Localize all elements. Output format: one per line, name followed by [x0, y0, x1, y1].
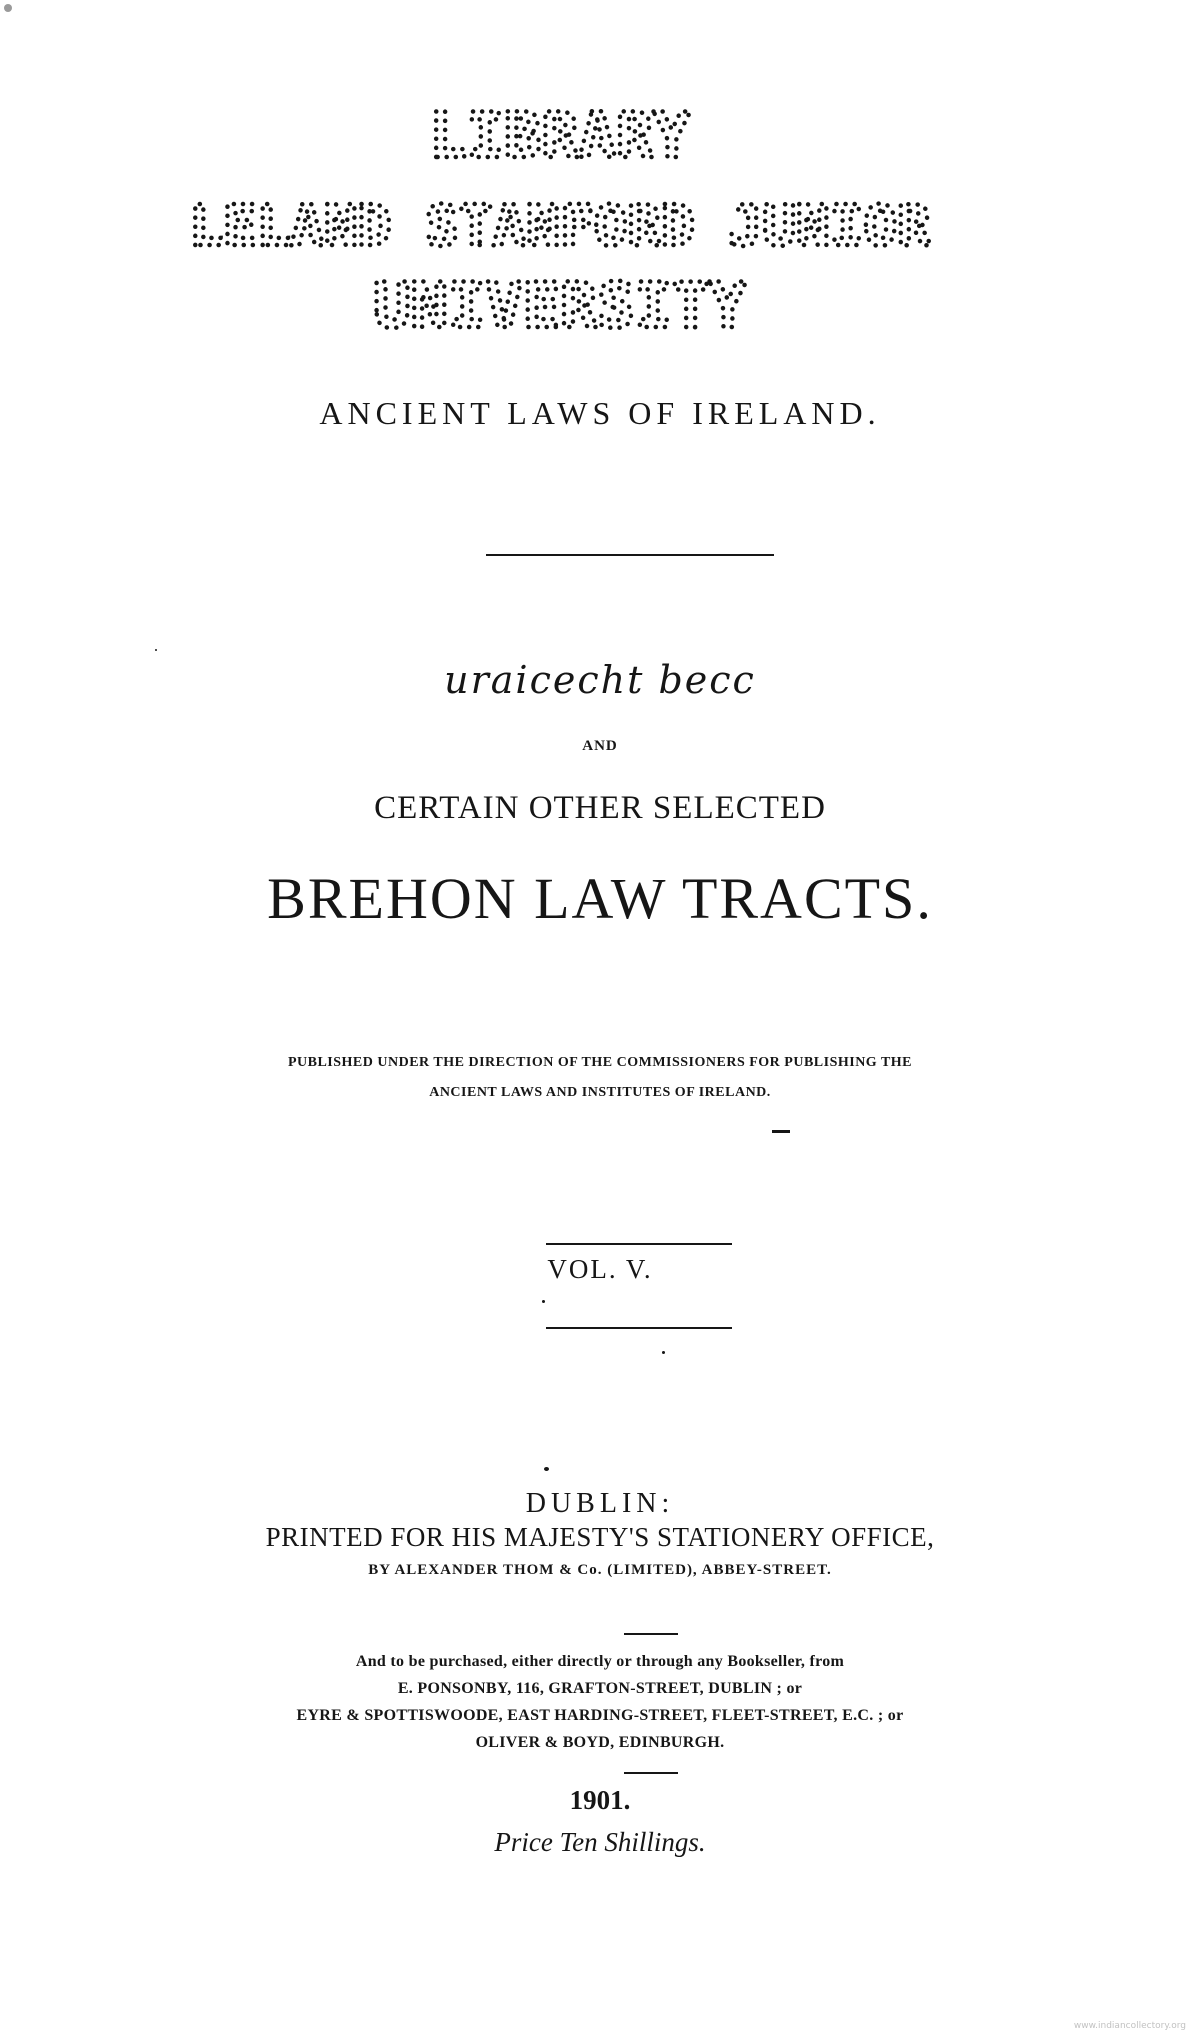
- imprint-city: DUBLIN:: [525, 1488, 675, 1519]
- library-perforation-stamp: [180, 95, 940, 335]
- bookseller-line-4: OLIVER & BOYD, EDINBURGH.: [475, 1734, 725, 1751]
- publication-note: [0, 1048, 1200, 1108]
- stamp-line-library: LIBRARY: [429, 99, 691, 172]
- irish-title: uraicecht becc: [444, 658, 756, 702]
- short-rule: [624, 1633, 678, 1635]
- print-speck: [544, 1467, 549, 1471]
- short-rule: [624, 1772, 678, 1774]
- library-mark: [772, 1130, 790, 1133]
- print-speck: [155, 649, 157, 651]
- and-word: AND: [582, 738, 618, 754]
- series-title: ANCIENT LAWS OF IRELAND.: [319, 395, 881, 431]
- publication-year: 1901.: [569, 1785, 631, 1815]
- corner-mark: [4, 4, 12, 12]
- bookseller-line-1: And to be purchased, either directly or through any Bookseller, from: [355, 1653, 845, 1670]
- subtitle: CERTAIN OTHER SELECTED: [374, 790, 826, 826]
- main-title: BREHON LAW TRACTS.: [267, 866, 933, 931]
- stamp-line-university: UNIVERSITY: [373, 269, 747, 335]
- imprint-printed-for: PRINTED FOR HIS MAJESTY'S STATIONERY OFFICE,: [265, 1522, 935, 1552]
- bookseller-list: [0, 1648, 1200, 1756]
- stamp-line-leland-stanford-junior: LELAND STANFORD JUNIOR: [189, 194, 931, 259]
- publication-note-line-1: PUBLISHED UNDER THE DIRECTION OF THE COMMISSIONERS FOR PUBLISHING THE: [287, 1055, 913, 1070]
- print-speck: [542, 1300, 545, 1303]
- bookseller-line-2: E. PONSONBY, 116, GRAFTON-STREET, DUBLIN ; or: [397, 1680, 803, 1697]
- divider-rule: [486, 554, 774, 556]
- price: Price Ten Shillings.: [494, 1827, 706, 1857]
- watermark: www.indiancollectory.org: [1073, 2021, 1186, 2031]
- imprint-printer: BY ALEXANDER THOM & Co. (LIMITED), ABBEY-STREET.: [368, 1562, 832, 1578]
- volume-rule-top: [546, 1243, 732, 1245]
- volume-label: VOL. V.: [547, 1254, 653, 1284]
- publication-note-line-2: ANCIENT LAWS AND INSTITUTES OF IRELAND.: [429, 1085, 771, 1100]
- bookseller-line-3: EYRE & SPOTTISWOODE, EAST HARDING-STREET, FLEET-STREET, E.C. ; or: [296, 1707, 904, 1724]
- volume-rule-bottom: [546, 1327, 732, 1329]
- print-speck: [662, 1351, 665, 1354]
